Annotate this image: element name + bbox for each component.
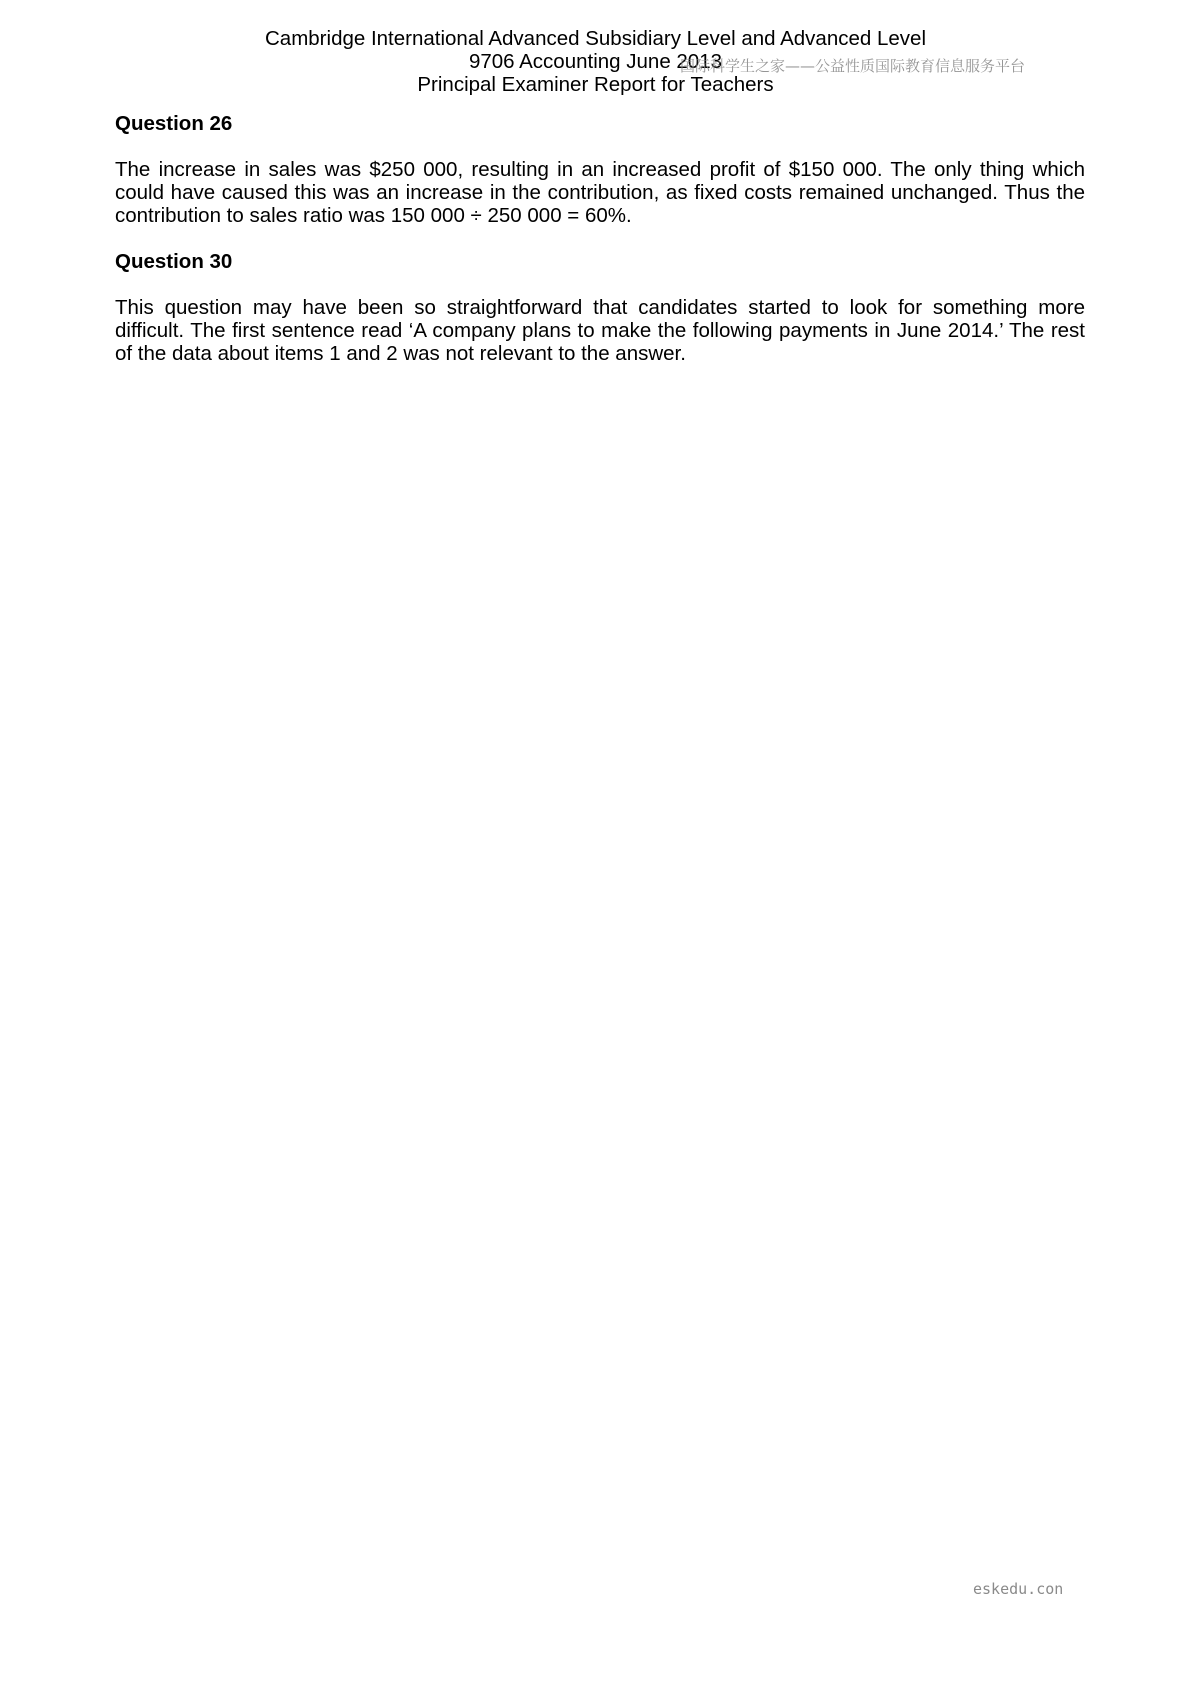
header-syllabus-title: Cambridge International Advanced Subsidiary Level and Advanced Level [265,27,926,50]
question-block-26 [115,112,1085,227]
question-commentary: The increase in sales was $250 000, resulting in an increased profit of $150 000. The only thing which could have caused this was an increase in the contribution, as fixed costs remained unchanged. Thus the contribution to sales ratio was 150 000 ÷ 250 000 = 60%. [115,158,1085,227]
question-block-30 [115,250,1085,365]
watermark-bottom: eskedu.con [973,1580,1064,1598]
header-report-title: Principal Examiner Report for Teachers [417,73,774,96]
header-subject-session: 9706 Accounting June 2013 [468,50,723,73]
report-content [115,112,1085,388]
question-commentary: This question may have been so straightforward that candidates started to look for something more difficult. The first sentence read ‘A company plans to make the following payments in June 2014.’ The rest of the data about items 1 and 2 was not relevant to the answer. [115,296,1085,365]
question-heading: Question 30 [115,250,233,273]
question-heading: Question 26 [115,112,233,135]
watermark-top: 国际科学生之家——公益性质国际教育信息服务平台 [680,57,1026,75]
